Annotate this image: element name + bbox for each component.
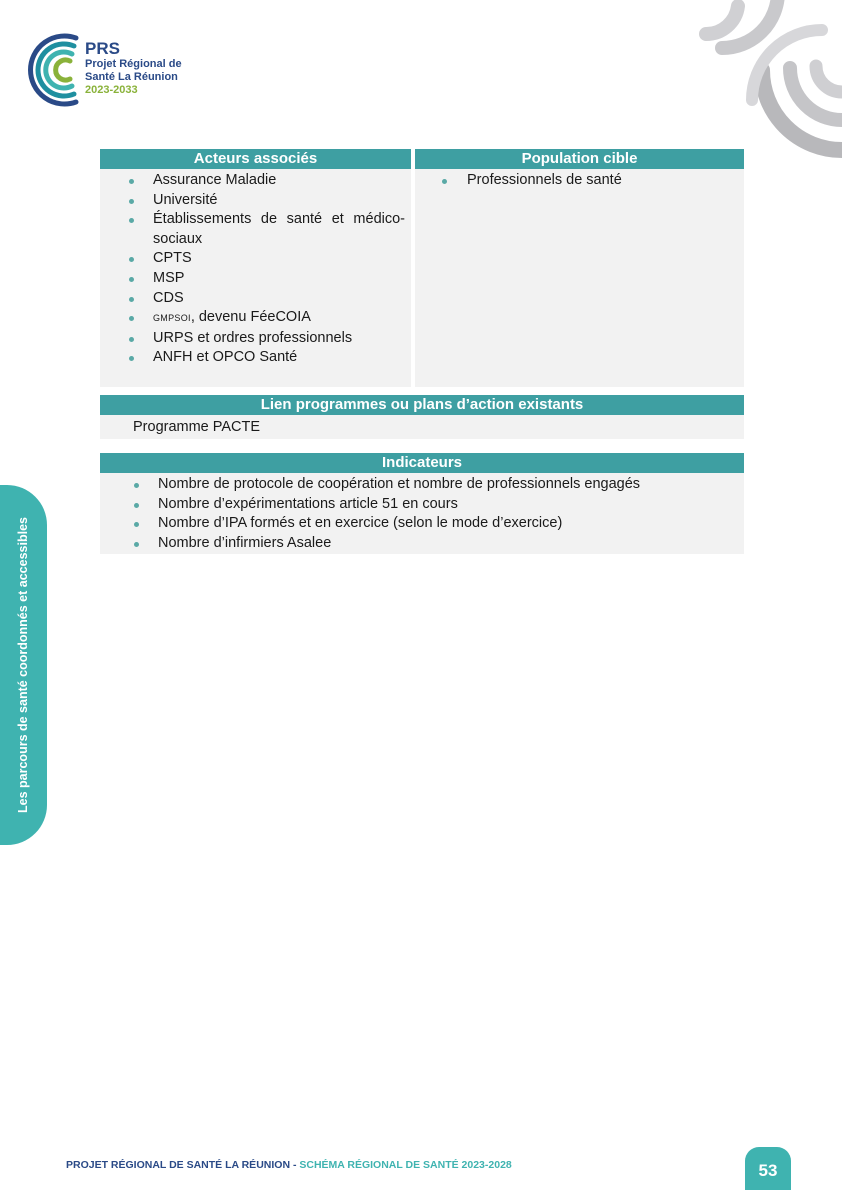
footer — [66, 1159, 512, 1171]
indicateurs-cell — [100, 473, 744, 554]
gmpsoi-label: GMPSOI — [153, 313, 191, 324]
logo-line-2: Santé La Réunion — [85, 71, 178, 83]
prs-logo — [24, 30, 224, 110]
list-item: Université — [100, 191, 411, 211]
logo-years: 2023-2033 — [85, 84, 138, 96]
list-item: Nombre d’infirmiers Asalee — [100, 534, 744, 554]
population-cell — [415, 169, 744, 387]
list-item: CDS — [100, 289, 411, 309]
acteurs-cell — [100, 169, 411, 387]
gmpsoi-suffix: , devenu FéeCOIA — [190, 309, 311, 326]
side-band-label: Les parcours de santé coordonnés et accessibles — [16, 517, 30, 813]
list-item: Établissements de santé et médico-sociaux — [100, 210, 411, 249]
lien-programmes-table — [100, 395, 744, 439]
logo-line-1: Projet Régional de — [85, 58, 182, 70]
footer-title: PROJET RÉGIONAL DE SANTÉ LA RÉUNION - — [66, 1159, 300, 1171]
list-item: ANFH et OPCO Santé — [100, 348, 411, 368]
corner-swirl-icon — [692, 0, 842, 160]
list-item: Professionnels de santé — [415, 171, 744, 191]
footer-subtitle: SCHÉMA RÉGIONAL DE SANTÉ 2023-2028 — [299, 1159, 512, 1171]
list-item — [100, 308, 411, 329]
list-item: Nombre d’IPA formés et en exercice (selon le mode d’exercice) — [100, 514, 744, 534]
population-list — [415, 171, 744, 191]
acteurs-header: Acteurs associés — [100, 149, 411, 169]
indicateurs-header: Indicateurs — [100, 453, 744, 473]
population-header: Population cible — [415, 149, 744, 169]
indicateurs-list — [100, 475, 744, 553]
logo-acronym: PRS — [85, 39, 120, 58]
acteurs-list — [100, 171, 411, 368]
list-item: CPTS — [100, 249, 411, 269]
list-item: Nombre de protocole de coopération et nombre de professionnels engagés — [100, 475, 744, 495]
acteurs-population-table — [100, 149, 744, 387]
indicateurs-table — [100, 453, 744, 554]
list-item: Assurance Maladie — [100, 171, 411, 191]
list-item: Nombre d’expérimentations article 51 en cours — [100, 495, 744, 515]
lien-header: Lien programmes ou plans d’action existants — [100, 395, 744, 415]
lien-body: Programme PACTE — [100, 415, 744, 439]
prs-swirl-icon — [24, 30, 84, 110]
list-item: URPS et ordres professionnels — [100, 329, 411, 349]
page-number: 53 — [745, 1147, 791, 1190]
list-item: MSP — [100, 269, 411, 289]
